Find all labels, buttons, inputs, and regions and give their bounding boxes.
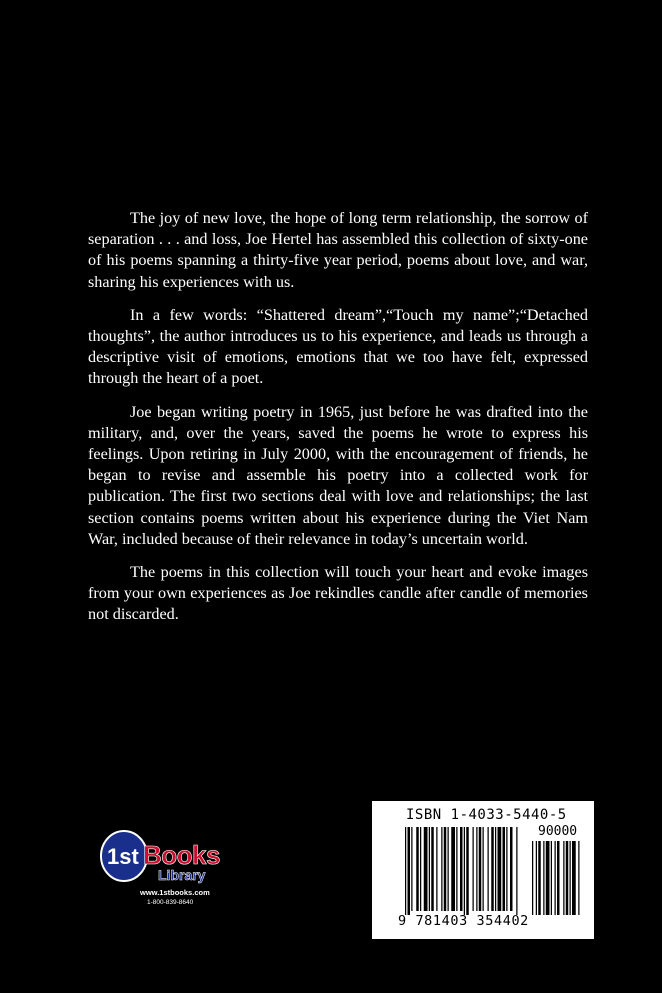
barcode-bar xyxy=(456,827,457,911)
addon-bar xyxy=(536,841,537,915)
barcode-bar xyxy=(466,827,469,915)
barcode-bar xyxy=(498,827,502,911)
barcode-bar xyxy=(411,827,412,911)
publisher-url: www.1stbooks.com xyxy=(140,888,210,897)
blurb-paragraph-4: The poems in this collection will touch your heart and evoke images from your own experiences as Joe rekindles candle after candle of memories not discarded. xyxy=(88,563,588,624)
price-code: 90000 xyxy=(538,824,578,839)
addon-bar xyxy=(566,841,569,915)
addon-bar xyxy=(546,841,550,915)
barcode-bar xyxy=(510,827,513,911)
addon-bar xyxy=(563,841,564,915)
addon-bar xyxy=(532,841,533,915)
isbn-barcode xyxy=(372,801,594,939)
publisher-logo-mark xyxy=(100,828,250,888)
barcode-bar xyxy=(424,827,428,911)
blurb-paragraph-1: The joy of new love, the hope of long term relationship, the sorrow of separation . . . and loss, Joe Hertel has assembled this collection of sixty-one of his poems spanning a thirty-five year period, poems about love, and war, sharing his experiences with us. xyxy=(88,209,588,291)
barcode-bar xyxy=(473,827,474,911)
blurb-paragraph-3: Joe began writing poetry in 1965, just before he was drafted into the military, and, over the years, saved the poems he wrote to express his feelings. Upon retiring in July 2000, with the encouragement of friends, he began to revise and assemble his poetry into a collected work for publication. The first two sections deal with love and relationships; the last section contains poems written about his experience during the Viet Nam War, included because of their relevance in today’s uncertain world. xyxy=(88,402,588,548)
barcode-bar xyxy=(441,827,442,911)
barcode-bar xyxy=(516,827,517,915)
blurb-paragraph-2: In a few words: “Shattered dream”,“Touch my name”;“Detached thoughts”, the author introduces us to his experience, and leads us through a descriptive visit of emotions, emotions that we too have felt, expressed through the heart of a poet. xyxy=(88,305,588,388)
ean-digits: 9 781403 354402 xyxy=(398,913,529,929)
barcode-bar xyxy=(476,827,477,911)
addon-bar xyxy=(578,841,579,915)
barcode-bar xyxy=(448,827,449,911)
barcode-bar xyxy=(506,827,507,911)
logo-sub: Library xyxy=(158,867,206,883)
barcode-bar xyxy=(464,827,465,915)
barcode-bar xyxy=(479,827,482,911)
back-cover-blurb xyxy=(88,208,588,638)
barcode-bar xyxy=(408,827,411,915)
barcode-bar xyxy=(416,827,419,911)
publisher-phone: 1-800-839-8640 xyxy=(147,899,194,906)
barcode-bar xyxy=(420,827,421,911)
addon-bar xyxy=(551,841,552,915)
barcode-bar xyxy=(444,827,447,911)
addon-bar xyxy=(572,841,576,915)
logo-word: Books xyxy=(143,840,220,870)
barcode-bar xyxy=(483,827,484,911)
barcode-bar xyxy=(431,827,434,911)
barcode-bar xyxy=(436,827,437,911)
barcode-bar xyxy=(495,827,496,911)
isbn-label: ISBN 1-4033-5440-5 xyxy=(406,807,567,823)
barcode-bar xyxy=(405,827,406,915)
addon-bar xyxy=(570,841,571,915)
addon-bar xyxy=(543,841,544,915)
addon-bar xyxy=(555,841,556,915)
barcode-bar xyxy=(460,827,463,911)
addon-bar xyxy=(557,841,560,915)
barcode-bar xyxy=(503,827,506,911)
barcode-bar xyxy=(491,827,494,911)
publisher-logo xyxy=(100,828,250,938)
barcode-bar xyxy=(488,827,489,911)
logo-number: 1st xyxy=(107,844,139,869)
addon-bar xyxy=(538,841,541,915)
barcode-bar xyxy=(451,827,455,911)
barcode-bar xyxy=(429,827,430,911)
